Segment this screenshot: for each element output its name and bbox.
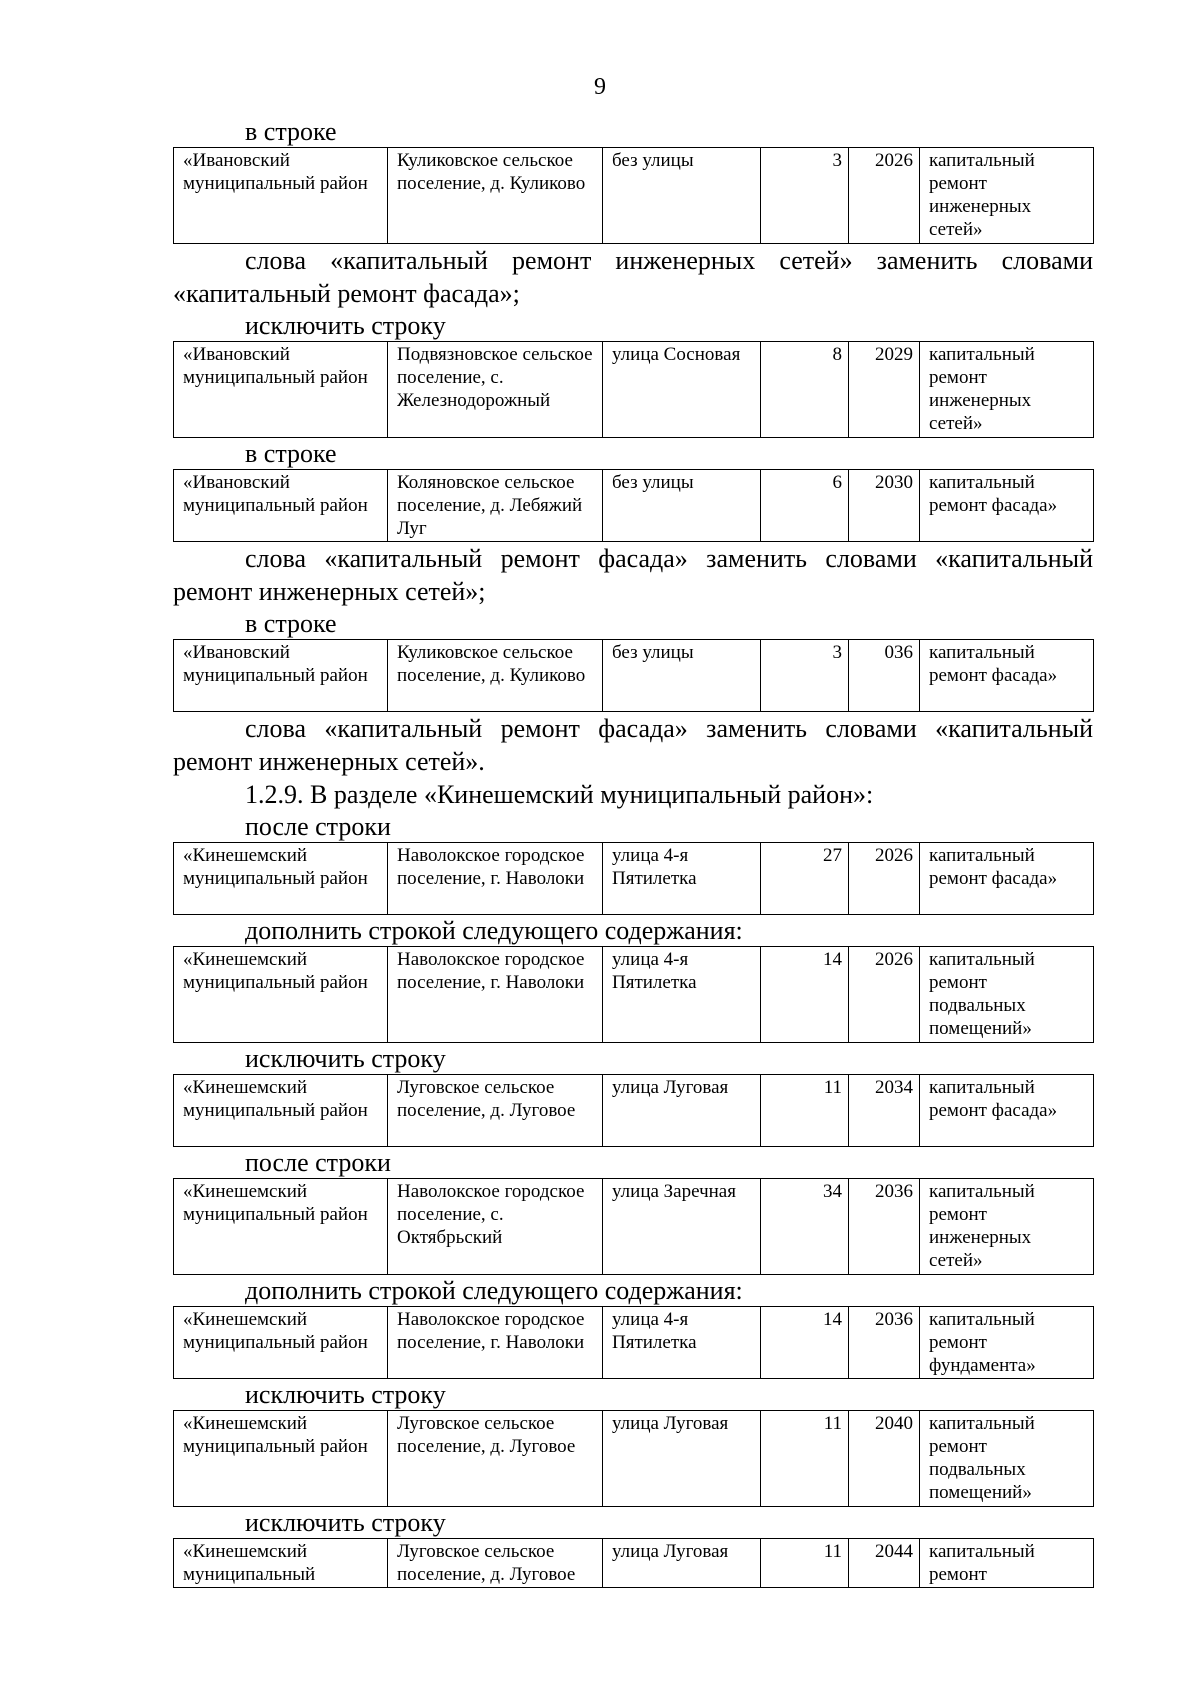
amendment-paragraph: слова «капитальный ремонт фасада» заменить словами «капитальный ремонт инженерных сетей»; [173,544,1093,606]
instruction-line: в строке [245,439,337,468]
cell-street: улица 4-я Пятилетка [603,843,761,915]
instruction-line: исключить строку [245,311,446,340]
cell-year: 2034 [849,1075,920,1147]
cell-street: без улицы [603,470,761,542]
cell-settlement: Наволокское городское поселение, г. Наволоки [388,947,603,1043]
cell-year: 2026 [849,947,920,1043]
cell-work: капитальный ремонт фасада» [920,640,1094,712]
amendment-table-row [173,946,1094,1043]
page-number: 9 [594,74,606,100]
amendment-paragraph: слова «капитальный ремонт инженерных сетей» заменить словами «капитальный ремонт фасада»; [173,246,1093,308]
instruction-line: исключить строку [245,1380,446,1409]
cell-district: «Кинешемский муниципальный район [174,1075,388,1147]
cell-work: капитальный ремонт фундамента» [920,1307,1094,1379]
cell-street: улица Заречная [603,1179,761,1275]
cell-street: улица Луговая [603,1539,761,1588]
cell-district: «Кинешемский муниципальный [174,1539,388,1588]
cell-work: капитальный ремонт инженерных сетей» [920,1179,1094,1275]
cell-work: капитальный ремонт подвальных помещений» [920,1411,1094,1507]
amendment-paragraph: слова «капитальный ремонт фасада» заменить словами «капитальный ремонт инженерных сетей». [173,714,1093,776]
cell-house: 11 [761,1075,849,1147]
cell-house: 11 [761,1539,849,1588]
cell-house: 8 [761,342,849,438]
cell-district: «Ивановский муниципальный район [174,148,388,244]
amendment-table-row [173,1074,1094,1147]
cell-street: улица 4-я Пятилетка [603,947,761,1043]
cell-settlement: Наволокское городское поселение, г. Наволоки [388,843,603,915]
cell-district: «Ивановский муниципальный район [174,640,388,712]
cell-year: 2026 [849,843,920,915]
cell-work: капитальный ремонт подвальных помещений» [920,947,1094,1043]
cell-house: 14 [761,947,849,1043]
cell-settlement: Куликовское сельское поселение, д. Куликово [388,148,603,244]
amendment-table-row [173,469,1094,542]
amendment-paragraph: 1.2.9. В разделе «Кинешемский муниципальный район»: [245,780,874,809]
instruction-line: в строке [245,609,337,638]
cell-district: «Ивановский муниципальный район [174,470,388,542]
amendment-table-row [173,341,1094,438]
cell-settlement: Коляновское сельское поселение, д. Лебяжий Луг [388,470,603,542]
amendment-table-row [173,639,1094,712]
cell-street: улица Луговая [603,1075,761,1147]
amendment-table-row [173,1410,1094,1507]
cell-house: 27 [761,843,849,915]
cell-work: капитальный ремонт [920,1539,1094,1588]
cell-year: 036 [849,640,920,712]
instruction-line: после строки [245,812,391,841]
cell-house: 34 [761,1179,849,1275]
cell-district: «Ивановский муниципальный район [174,342,388,438]
cell-settlement: Наволокское городское поселение, с. Октябрьский [388,1179,603,1275]
cell-district: «Кинешемский муниципальный район [174,1179,388,1275]
instruction-line: исключить строку [245,1044,446,1073]
cell-street: улица 4-я Пятилетка [603,1307,761,1379]
cell-year: 2029 [849,342,920,438]
cell-house: 3 [761,640,849,712]
amendment-table-row [173,147,1094,244]
cell-settlement: Луговское сельское поселение, д. Луговое [388,1075,603,1147]
cell-work: капитальный ремонт фасада» [920,843,1094,915]
cell-work: капитальный ремонт инженерных сетей» [920,148,1094,244]
cell-district: «Кинешемский муниципальный район [174,1307,388,1379]
cell-house: 11 [761,1411,849,1507]
cell-district: «Кинешемский муниципальный район [174,1411,388,1507]
cell-district: «Кинешемский муниципальный район [174,947,388,1043]
cell-settlement: Наволокское городское поселение, г. Наволоки [388,1307,603,1379]
cell-year: 2036 [849,1179,920,1275]
cell-work: капитальный ремонт фасада» [920,470,1094,542]
amendment-table-row [173,1538,1094,1588]
cell-settlement: Куликовское сельское поселение, д. Куликово [388,640,603,712]
cell-street: улица Сосновая [603,342,761,438]
document-body [173,116,1093,1588]
instruction-line: в строке [245,117,337,146]
cell-settlement: Луговское сельское поселение, д. Луговое [388,1539,603,1588]
cell-year: 2030 [849,470,920,542]
cell-street: без улицы [603,640,761,712]
instruction-line: дополнить строкой следующего содержания: [245,1276,743,1305]
amendment-table-row [173,1306,1094,1379]
cell-work: капитальный ремонт фасада» [920,1075,1094,1147]
cell-street: улица Луговая [603,1411,761,1507]
amendment-table-row [173,1178,1094,1275]
cell-house: 3 [761,148,849,244]
cell-district: «Кинешемский муниципальный район [174,843,388,915]
cell-house: 6 [761,470,849,542]
instruction-line: после строки [245,1148,391,1177]
cell-work: капитальный ремонт инженерных сетей» [920,342,1094,438]
cell-year: 2036 [849,1307,920,1379]
cell-settlement: Луговское сельское поселение, д. Луговое [388,1411,603,1507]
instruction-line: исключить строку [245,1508,446,1537]
cell-street: без улицы [603,148,761,244]
cell-house: 14 [761,1307,849,1379]
amendment-table-row [173,842,1094,915]
cell-year: 2044 [849,1539,920,1588]
cell-settlement: Подвязновское сельское поселение, с. Железнодорожный [388,342,603,438]
cell-year: 2040 [849,1411,920,1507]
instruction-line: дополнить строкой следующего содержания: [245,916,743,945]
cell-year: 2026 [849,148,920,244]
